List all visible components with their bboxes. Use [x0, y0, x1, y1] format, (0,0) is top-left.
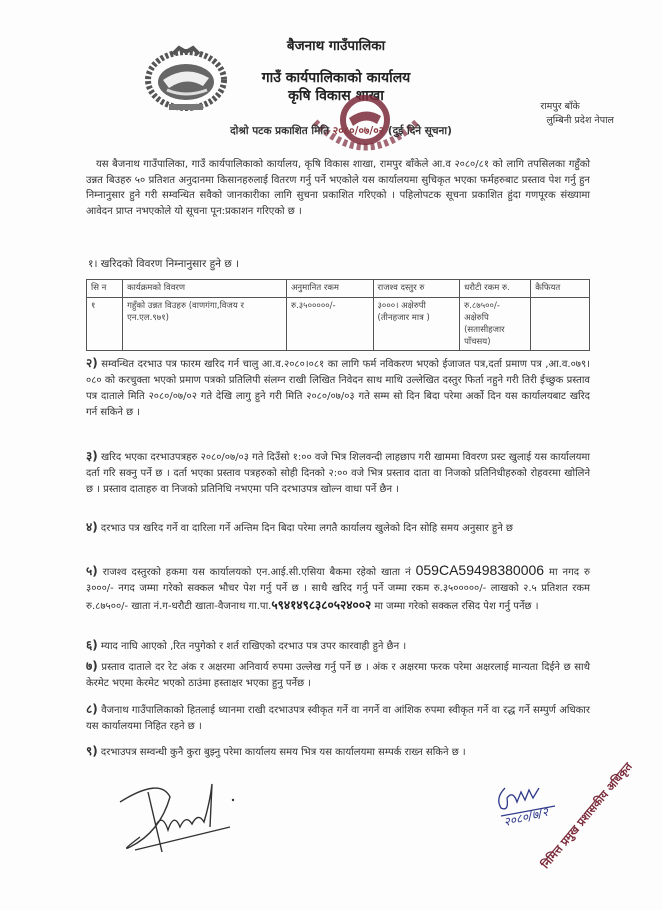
- clause-8: [86, 701, 590, 735]
- cell-deposit: रु.८७५००/- अक्षेरुपि (सतासीहजार पाँचसय): [460, 298, 531, 351]
- col-header-estimated-amount: अनुमानित रकम: [286, 280, 373, 298]
- intro-paragraph: यस बैजनाथ गाउँपालिका, गाउँ कार्यपालिकाको कार्यालय, कृषि विकास शाखा, रामपुर बाँकेले आ.व २०८०/८१ को लागि तपसिलका गहुँको उन्नत बिउहरु ५० प्रतिशत अनुदानमा किसानहरुलाई वितरण गर्नु पर्ने भएकोले यस कार्यालयमा सुचिकृत भएका फर्महरुबाट प्रस्ताव पेश गर्नु हुन निम्नानुसार हुने गरी सम्वन्धित सवैको जानकारीका लागि सुचना प्रकाशित गरिएको । पहिलोपटक सूचना प्रकाशित हुंदा गणपूरक संख्यामा आवेदन प्राप्त नभएकोले यो सूचना पून:प्रकाशन गरिएको छ ।: [86, 159, 590, 217]
- officer-title-stamp: निमित्त प्रमुख प्रशासकीय अधिकृत: [538, 760, 635, 871]
- clause-text: म्याद नाघि आएको ,रित नपुगेको र शर्त राखिएको दरभाउ पत्र उपर कारवाही हुने छैन ।: [100, 641, 407, 652]
- clause-text: सम्वन्धित दरभाउ पत्र फारम खरिद गर्न चालु आ.व.२०८०।०८१ का लागि फर्म नविकरण भएको ईजाजत पत्र,दर्ता प्रमाण पत्र ,आ.व.०७९।०८० को करचुक्ता भएको प्रमाण पत्रको प्रतिलिपी संलग्न राखी लिखित निवेदन साथ माथि उल्लेखित दस्तुर फिर्ता नहुने गरी तिरी ईच्छुक प्रस्ताव पत्र दाताले मिति २०८०/०७/०२ गते देखि लागु हुने गरी मिति २०८०/०७/०३ गते सम्म सो दिन बिदा परेमा अर्को दिन यस कार्यालयबाट खरिद गर्न सकिने छ ।: [86, 359, 590, 418]
- branch-name: कृषि विकास शाखा: [288, 88, 384, 104]
- cell-estimated-amount: रु.३५०००००/-: [286, 298, 373, 351]
- publication-suffix: (दुई दिने सूचना): [387, 125, 452, 137]
- clause-number: ४): [86, 520, 98, 534]
- clause-number: ६): [86, 638, 98, 652]
- clause-text: वैजनाथ गाउँपालिकाको हितलाई ध्यानमा राखी दरभाउपत्र स्वीकृत गर्ने वा नगर्ने वा आंशिक रुपमा स्वीकृत गर्ने वा रद्ध गर्ने सम्पुर्ण अधिकार यस कार्यालयमा निहित रहने छ ।: [86, 705, 590, 732]
- clause-text-c: मा जम्मा गरेको सक्कल रसिद पेश गर्नु पर्नेछ ।: [374, 601, 539, 612]
- cell-serial: १: [87, 298, 123, 351]
- clause-4: [86, 519, 590, 537]
- publication-date: २०८०/०७/०२: [332, 125, 385, 137]
- clause-9: [86, 743, 590, 761]
- signature-left: [100, 772, 240, 857]
- col-header-serial: सि न: [87, 280, 123, 298]
- clause-text: खरिद भएका दरभाउपत्रहरु २०८०/०७/०३ गते दिउँसो १:०० वजे भित्र शिलवन्दी लाहछाप गरी खाममा विवरण प्रस्ट खुलाई यस कार्यालयमा दर्ता गरि सक्नु पर्ने छ । दर्ता भएका प्रस्ताव पत्रहरुको सोही दिनको २:०० वजे भित्र प्रस्ताव दाता वा निजको प्रतिनिधीहरुको रोहवरमा खोलिने छ । प्रस्ताव दाताहरु वा निजको प्रतिनिधि नभएमा पनि दरभाउपत्र खोल्न वाधा पर्ने छैन ।: [86, 452, 590, 495]
- procurement-table: [86, 279, 590, 351]
- clause-6: [86, 637, 590, 655]
- cell-description: गहुँको उन्नत विउहरु (वाणगंगा,विजय र एन.एल.९७१): [123, 298, 287, 351]
- clause-text: दरभाउ पत्र खरिद गर्ने वा दारिला गर्ने अन्तिम दिन बिदा परेमा लगतै कार्यालय खुलेको दिन सोहि समय अनुसार हुने छ: [100, 523, 513, 534]
- clause-number: २): [86, 356, 98, 370]
- clause-number: ८): [86, 702, 98, 716]
- col-header-deposit: धरौटी रकम रु.: [460, 280, 531, 298]
- clause-number: ५): [86, 564, 98, 578]
- address-line-2: लुम्बिनी प्रदेश नेपाल: [546, 115, 614, 126]
- col-header-remarks: कैफियत: [531, 280, 590, 298]
- publication-prefix: दोश्रो पटक प्रकाशित मिति: [230, 125, 330, 137]
- bank-account-number: 059CA59498380006: [415, 562, 545, 578]
- section-1-title: १। खरिदको विवरण निम्नानुसार हुने छ ।: [88, 258, 240, 270]
- clause-number: ७): [86, 659, 98, 673]
- publication-line: [0, 124, 662, 138]
- clause-text-a: राजश्व दस्तुरको हकमा यस कार्यालयको एन.आई.सी.एसिया बैकमा रहेको खाता नं: [102, 567, 411, 578]
- clause-text: दरभाउपत्र सम्वन्धी कुनै कुरा बुझ्नु परेमा कार्यालय समय भित्र यस कार्यालयमा सम्पर्क राख्न सकिने छ ।: [100, 747, 466, 758]
- clause-text-b: मा नगद रु ३०००/- नगद जम्मा गरेको सक्कल भौचर पेश गर्नु पर्ने छ । साथै खरिद गर्नु पर्ने जम्मा रकम रु.३५०००००/- लाखको २.५ प्रतिशत रकम रु.८७५००/- खाता नं.ग-धरौटी खाता-वैजनाथ गा.पा.: [86, 567, 590, 612]
- clause-7: [86, 658, 590, 692]
- municipality-name: बैजनाथ गाउँपालिका: [286, 38, 386, 54]
- address-line-1: रामपुर बाँके: [540, 101, 580, 112]
- deposit-account-number: ५९४१४९८३८०५२४००२: [271, 598, 372, 612]
- cell-remarks: [531, 298, 590, 351]
- clause-2: [86, 355, 590, 421]
- office-name: गाउँ कार्यपालिकाको कार्यालय: [261, 70, 411, 86]
- clause-text: प्रस्ताव दाताले दर रेट अंक र अक्षरमा अनिवार्य रुपमा उल्लेख गर्नु पर्ने छ । अंक र अक्षरमा फरक परेमा अक्षरलाई मान्यता दिईने छ साथै केरमेट भएमा केरमेट भएको ठाउंमा हस्ताक्षर भएका हुनु पर्नेछ ।: [86, 662, 590, 689]
- col-header-revenue-fee: राजश्व दस्तुर रु: [373, 280, 460, 298]
- clause-number: ९): [86, 744, 98, 758]
- clause-number: ३): [86, 449, 98, 463]
- clause-5: [86, 562, 590, 615]
- table-row: [87, 298, 590, 351]
- clause-3: [86, 448, 590, 498]
- signature-date: २०८०/७/२: [502, 804, 550, 830]
- col-header-description: कार्यक्रमको विवरण: [123, 280, 287, 298]
- table-header-row: [87, 280, 590, 298]
- cell-revenue-fee: ३०००। अक्षेरुपी (तीनहजार मात्र ): [373, 298, 460, 351]
